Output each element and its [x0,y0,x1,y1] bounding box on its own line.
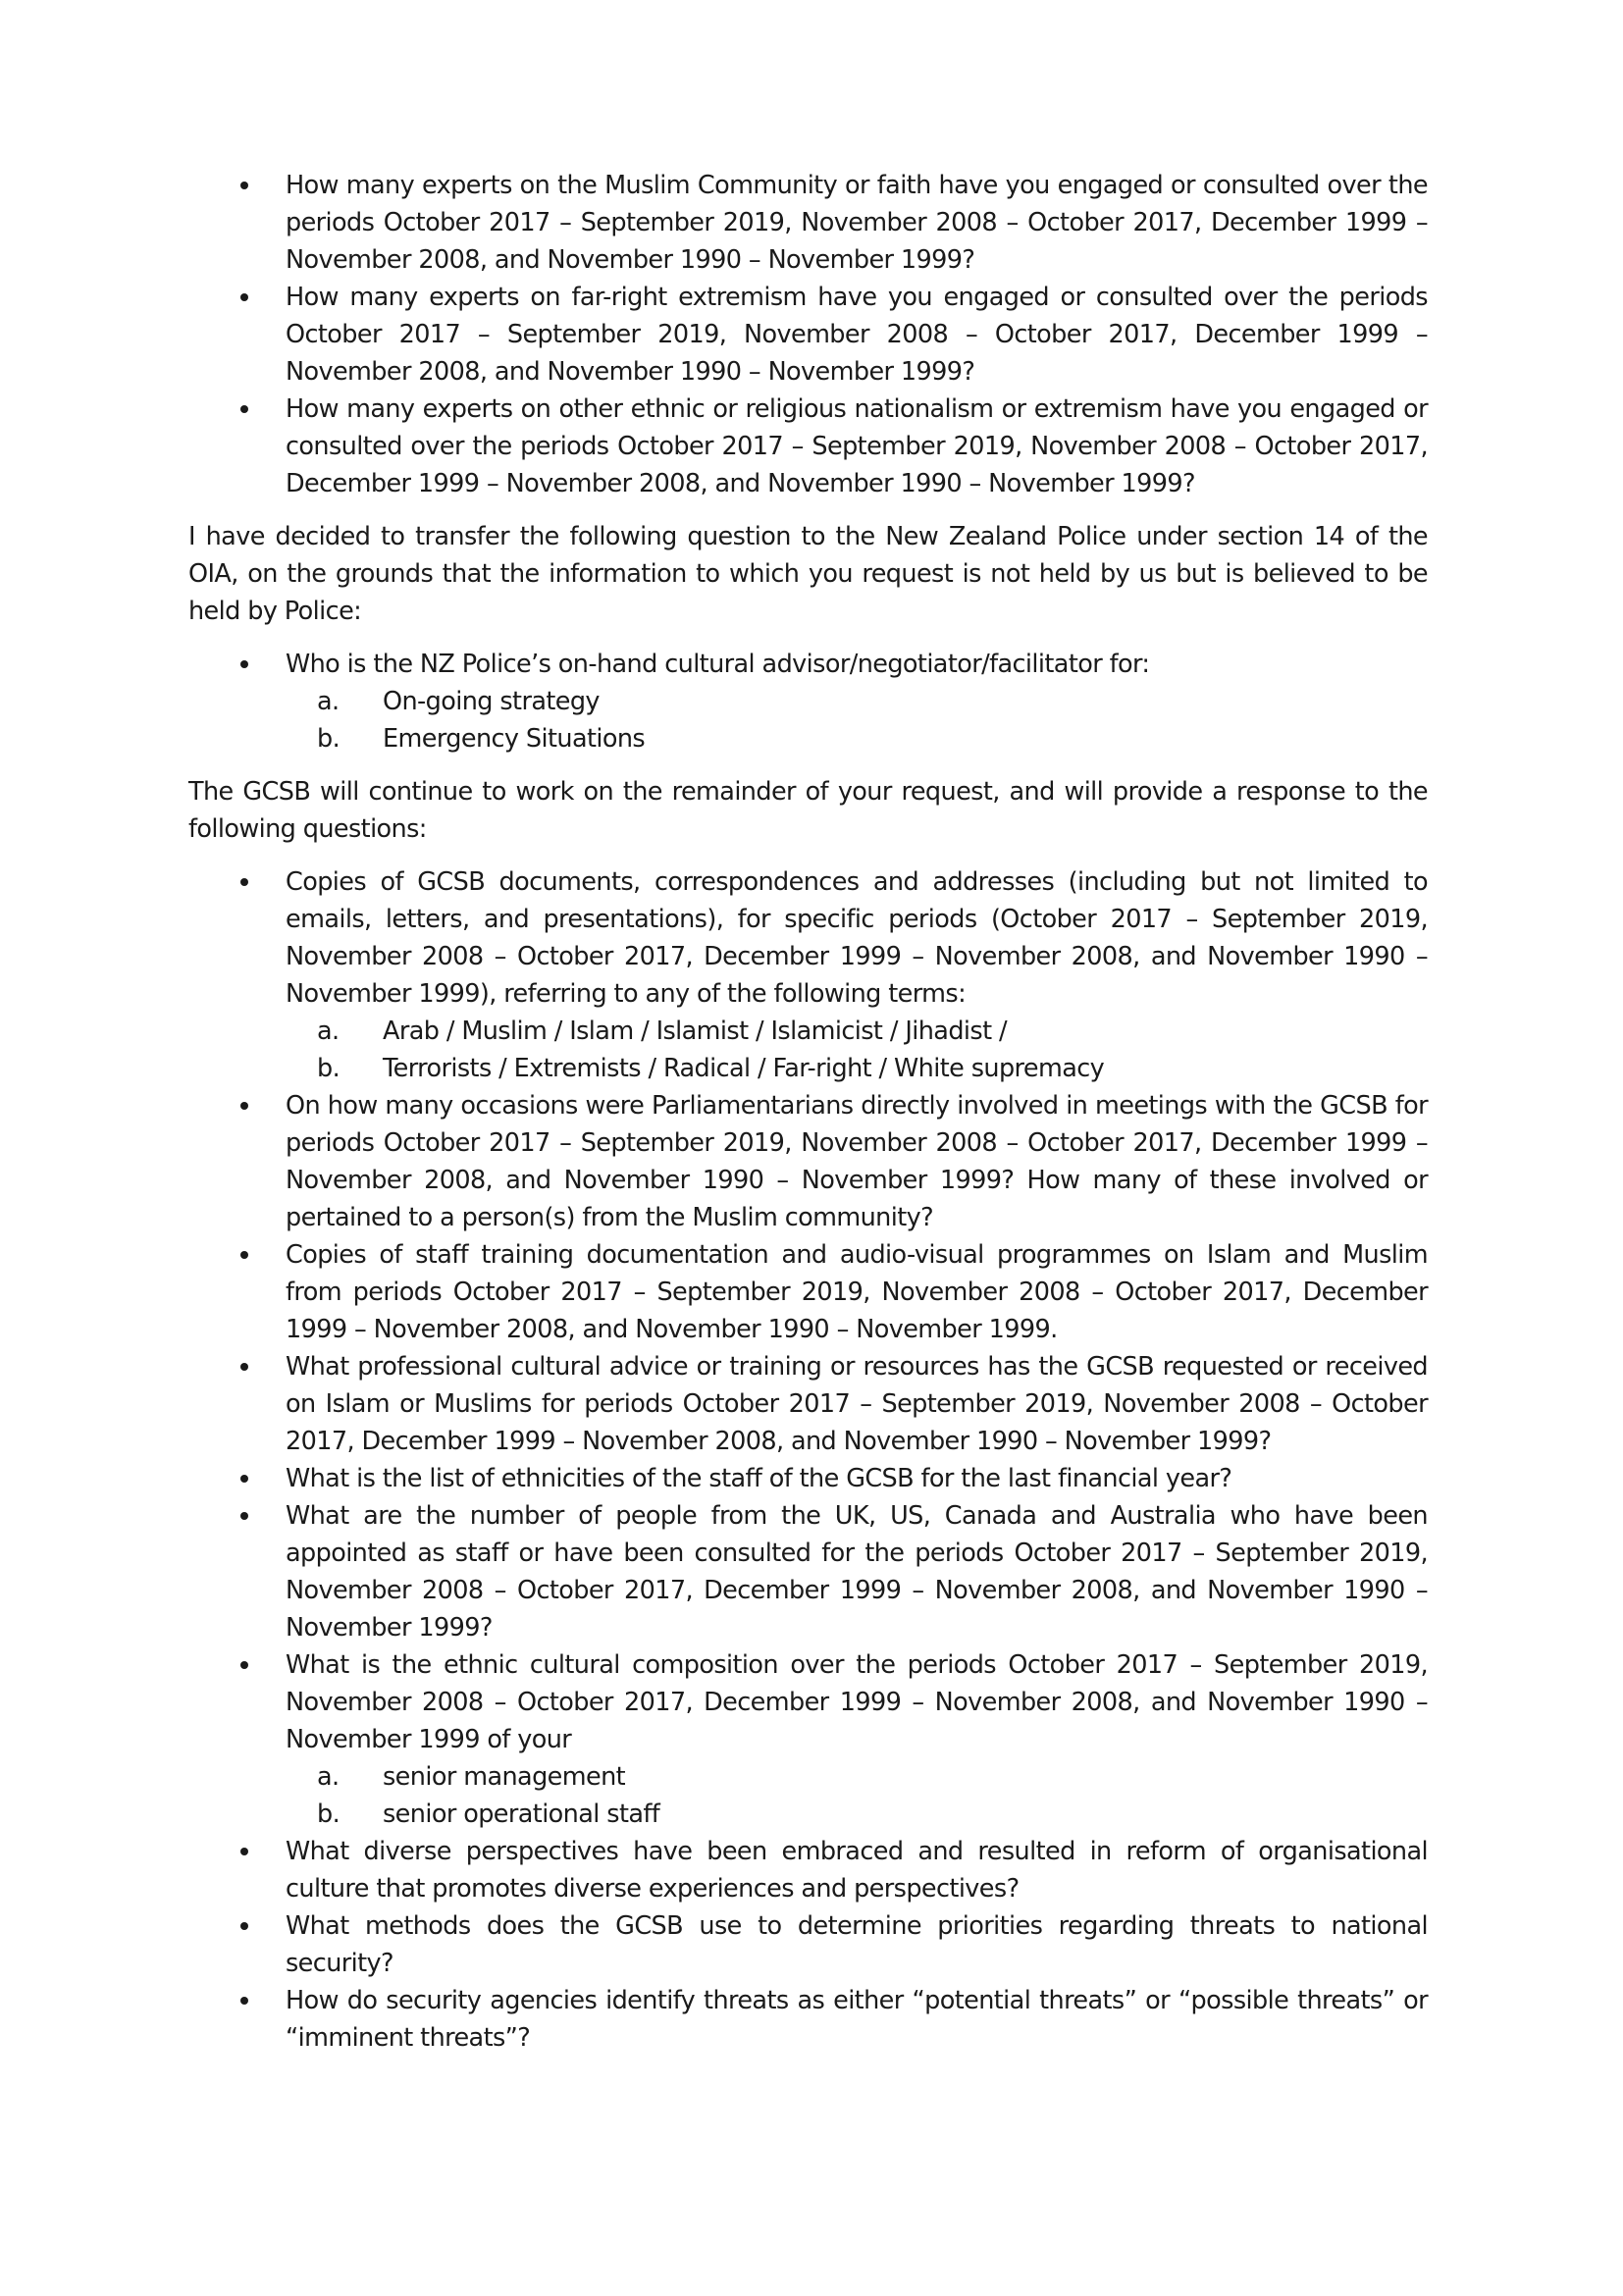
sub-item [188,683,1428,720]
bullet-icon [240,1512,248,1520]
sub-item-text: senior management [383,1762,626,1792]
question-text: Copies of staff training documentation and audio-visual programmes on Islam and Muslim from periods October 2017 – September 2019, November 2008 – October 2017, December 1999 – November 2008, and November 1990 – November 1999. [286,1240,1428,1344]
bullet-icon [240,660,248,668]
bullet-icon [240,182,248,189]
question-text: Who is the NZ Police’s on-hand cultural advisor/negotiator/facilitator for: [286,650,1150,679]
remaining-question-list [188,863,1428,2057]
bullet-icon [240,1997,248,2005]
list-item [188,1460,1428,1497]
transferred-question-list [188,646,1428,757]
list-item [188,646,1428,757]
list-item [188,391,1428,502]
continue-paragraph: The GCSB will continue to work on the remainder of your request, and will provide a response to the following questions: [188,777,1428,844]
bullet-icon [240,1922,248,1930]
sub-list [188,683,1428,757]
bullet-icon [240,293,248,301]
experts-question-list [188,167,1428,502]
question-text: How many experts on other ethnic or religious nationalism or extremism have you engaged or consulted over the periods October 2017 – September 2019, November 2008 – October 2017, December 1999 – November 2008, and November 1990 – November 1999? [286,394,1428,498]
bullet-icon [240,1475,248,1483]
sub-item-label: b. [317,1800,340,1829]
list-item [188,1087,1428,1236]
list-item [188,1236,1428,1348]
bullet-icon [240,1661,248,1669]
question-text: What diverse perspectives have been embraced and resulted in reform of organisational culture that promotes diverse experiences and perspectives? [286,1837,1428,1904]
sub-list [188,1758,1428,1833]
question-text: How many experts on the Muslim Community or faith have you engaged or consulted over the periods October 2017 – September 2019, November 2008 – October 2017, December 1999 – November 2008, and November 1990 – November 1999? [286,171,1428,275]
question-text: How many experts on far-right extremism have you engaged or consulted over the periods October 2017 – September 2019, November 2008 – October 2017, December 1999 – November 2008, and November 1990 – November 1999? [286,283,1428,387]
list-item [188,279,1428,391]
sub-item-label: b. [317,724,340,754]
list-item [188,1646,1428,1833]
question-text: How do security agencies identify threats as either “potential threats” or “possible threats” or “imminent threats”? [286,1986,1428,2053]
bullet-icon [240,1102,248,1110]
list-item [188,1348,1428,1460]
question-text: What are the number of people from the UK, US, Canada and Australia who have been appointed as staff or have been consulted for the periods October 2017 – September 2019, November 2008 – October 2017, December 1999 – November 2008, and November 1990 – November 1999? [286,1501,1428,1643]
document-page [188,167,1428,2057]
question-text: Copies of GCSB documents, correspondences and addresses (including but not limited to emails, letters, and presentations), for specific periods (October 2017 – September 2019, November 2008 – October 2017, December 1999 – November 2008, and November 1990 – November 1999), referring to any of the following terms: [286,867,1428,1009]
sub-item-text: Emergency Situations [383,724,646,754]
sub-item-label: a. [317,1017,340,1046]
sub-item-text: senior operational staff [383,1800,660,1829]
question-text: What is the ethnic cultural composition over the periods October 2017 – September 2019, November 2008 – October 2017, December 1999 – November 2008, and November 1990 – November 1999 of your [286,1650,1428,1754]
list-item [188,167,1428,279]
sub-item-text: Terrorists / Extremists / Radical / Far-right / White supremacy [383,1054,1105,1083]
question-text: On how many occasions were Parliamentarians directly involved in meetings with the GCSB for periods October 2017 – September 2019, November 2008 – October 2017, December 1999 – November 2008, and November 1990 – November 1999? How many of these involved or pertained to a person(s) from the Muslim community? [286,1091,1428,1232]
bullet-icon [240,1848,248,1855]
sub-item [188,720,1428,757]
sub-item [188,1758,1428,1796]
sub-item-label: b. [317,1054,340,1083]
bullet-icon [240,878,248,886]
question-text: What professional cultural advice or training or resources has the GCSB requested or received on Islam or Muslims for periods October 2017 – September 2019, November 2008 – October 2017, December 1999 – November 2008, and November 1990 – November 1999? [286,1352,1428,1456]
bullet-icon [240,1363,248,1371]
sub-item-text: On-going strategy [383,687,600,716]
sub-item [188,1013,1428,1050]
sub-item [188,1796,1428,1833]
question-text: What methods does the GCSB use to determine priorities regarding threats to national security? [286,1911,1428,1978]
transfer-paragraph: I have decided to transfer the following question to the New Zealand Police under section 14 of the OIA, on the grounds that the information to which you request is not held by us but is believed to be held by Police: [188,522,1428,626]
list-item [188,1497,1428,1646]
list-item [188,1833,1428,1907]
bullet-icon [240,1251,248,1259]
bullet-icon [240,405,248,413]
list-item [188,1982,1428,2057]
list-item [188,1907,1428,1982]
question-text: What is the list of ethnicities of the staff of the GCSB for the last financial year? [286,1464,1232,1493]
sub-list [188,1013,1428,1087]
sub-item-text: Arab / Muslim / Islam / Islamist / Islamicist / Jihadist / [383,1017,1007,1046]
sub-item-label: a. [317,1762,340,1792]
list-item [188,863,1428,1087]
sub-item-label: a. [317,687,340,716]
sub-item [188,1050,1428,1087]
